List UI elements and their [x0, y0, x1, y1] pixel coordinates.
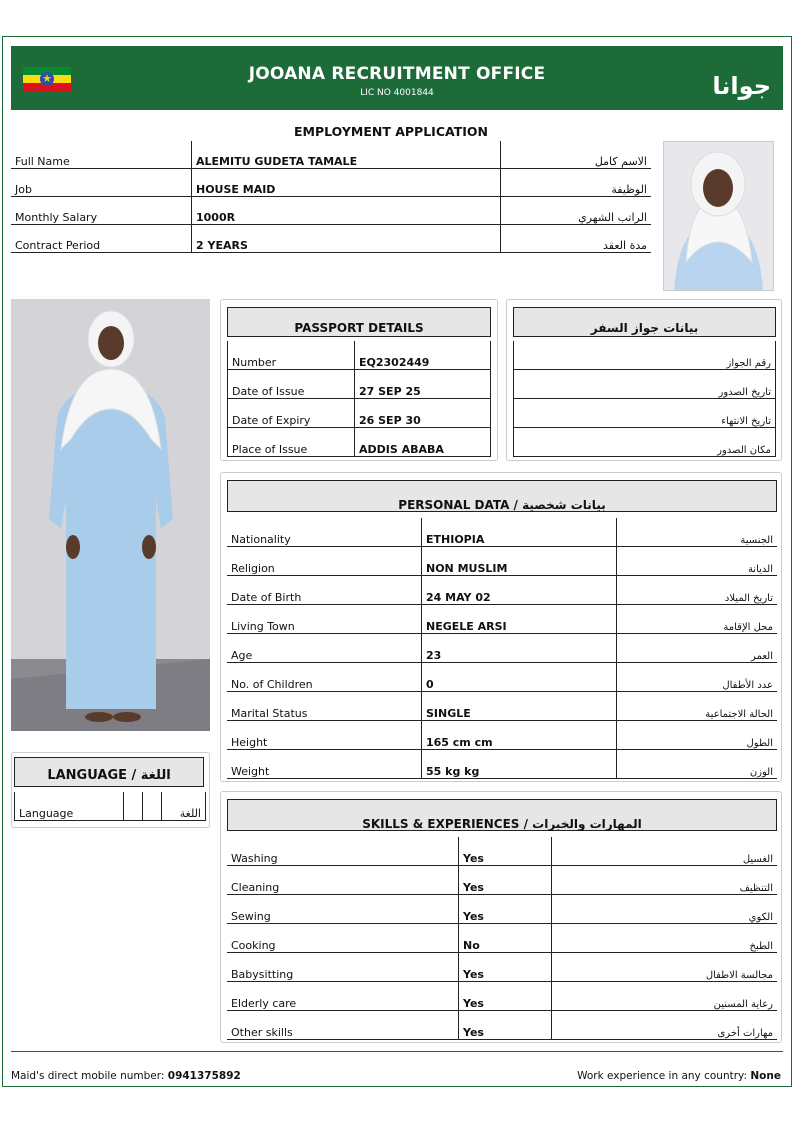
passport-arabic-title: بيانات جواز السفر [513, 307, 776, 337]
row-value: 0 [422, 663, 617, 692]
skill-arabic: مجالسة الاطفال [552, 953, 778, 982]
personal-data-table [227, 518, 777, 779]
passport-arabic-table [513, 341, 776, 457]
skill-label: Other skills [227, 1011, 459, 1040]
field-value: 2 YEARS [192, 225, 501, 253]
full-body-photo [11, 299, 210, 731]
row-label: Number [228, 341, 355, 370]
application-title: EMPLOYMENT APPLICATION [294, 124, 488, 139]
passport-table [227, 341, 491, 457]
row-label: No. of Children [227, 663, 422, 692]
passport-title: PASSPORT DETAILS [227, 307, 491, 337]
skill-arabic: الكوي [552, 895, 778, 924]
field-label: Contract Period [11, 225, 192, 253]
table-row [227, 634, 777, 663]
row-value: NEGELE ARSI [422, 605, 617, 634]
field-arabic: مدة العقد [501, 225, 652, 253]
field-row [11, 169, 651, 197]
table-row [227, 576, 777, 605]
mobile-label: Maid's direct mobile number: [11, 1070, 165, 1082]
experience-label: Work experience in any country: [577, 1070, 748, 1082]
table-row [514, 341, 776, 370]
row-arabic: تاريخ الميلاد [617, 576, 778, 605]
row-arabic: عدد الأطفال [617, 663, 778, 692]
table-row [227, 663, 777, 692]
table-row [227, 721, 777, 750]
row-arabic: رقم الجواز [514, 341, 776, 370]
skill-arabic: الغسيل [552, 837, 778, 866]
experience-value: None [750, 1070, 781, 1082]
row-label: Height [227, 721, 422, 750]
skill-label: Sewing [227, 895, 459, 924]
row-label: Living Town [227, 605, 422, 634]
row-value: SINGLE [422, 692, 617, 721]
field-row [11, 141, 651, 169]
skill-value: Yes [459, 837, 552, 866]
field-value: ALEMITU GUDETA TAMALE [192, 141, 501, 169]
table-row [514, 399, 776, 428]
passport-arabic-section [506, 299, 782, 461]
language-label: Language [15, 792, 124, 821]
row-value: 55 kg kg [422, 750, 617, 779]
table-row [227, 605, 777, 634]
footer-divider [11, 1051, 783, 1052]
row-value: 23 [422, 634, 617, 663]
field-label: Monthly Salary [11, 197, 192, 225]
row-value: ETHIOPIA [422, 518, 617, 547]
skill-label: Washing [227, 837, 459, 866]
row-label: Weight [227, 750, 422, 779]
skill-label: Cooking [227, 924, 459, 953]
field-arabic: الراتب الشهري [501, 197, 652, 225]
row-arabic: تاريخ الصدور [514, 370, 776, 399]
personal-data-section [220, 472, 782, 782]
row-arabic: الوزن [617, 750, 778, 779]
office-title: JOOANA RECRUITMENT OFFICE [248, 64, 546, 84]
row-value: 165 cm cm [422, 721, 617, 750]
skill-arabic: مهارات أخرى [552, 1011, 778, 1040]
table-row [15, 792, 206, 821]
skill-value: Yes [459, 895, 552, 924]
row-arabic: تاريخ الانتهاء [514, 399, 776, 428]
skill-value: Yes [459, 866, 552, 895]
skill-arabic: الطبخ [552, 924, 778, 953]
skill-value: Yes [459, 953, 552, 982]
table-row [227, 866, 777, 895]
table-row [227, 1011, 777, 1040]
arabic-brand: جوانا [712, 72, 771, 100]
skill-label: Babysitting [227, 953, 459, 982]
portrait-photo [663, 141, 774, 291]
row-label: Place of Issue [228, 428, 355, 457]
table-row [228, 399, 491, 428]
row-label: Religion [227, 547, 422, 576]
language-title: LANGUAGE / اللغة [14, 757, 204, 787]
row-value: 26 SEP 30 [355, 399, 491, 428]
table-row [227, 547, 777, 576]
field-arabic: الاسم كامل [501, 141, 652, 169]
row-arabic: الطول [617, 721, 778, 750]
field-label: Full Name [11, 141, 192, 169]
skill-value: Yes [459, 982, 552, 1011]
row-value: ADDIS ABABA [355, 428, 491, 457]
table-row [227, 692, 777, 721]
row-arabic: محل الإقامة [617, 605, 778, 634]
row-value: EQ2302449 [355, 341, 491, 370]
field-row [11, 197, 651, 225]
field-row [11, 225, 651, 253]
row-label: Marital Status [227, 692, 422, 721]
table-row [228, 428, 491, 457]
table-row [227, 518, 777, 547]
language-table [14, 792, 206, 821]
field-label: Job [11, 169, 192, 197]
table-row [227, 895, 777, 924]
row-arabic: مكان الصدور [514, 428, 776, 457]
table-row [228, 341, 491, 370]
mobile-value: 0941375892 [167, 1070, 241, 1082]
skill-label: Cleaning [227, 866, 459, 895]
row-arabic: الحالة الاجتماعية [617, 692, 778, 721]
skills-table [227, 837, 777, 1040]
skills-section [220, 791, 782, 1043]
language-arabic: اللغة [162, 792, 206, 821]
row-label: Age [227, 634, 422, 663]
row-value: 27 SEP 25 [355, 370, 491, 399]
passport-section [220, 299, 498, 461]
table-row [227, 982, 777, 1011]
skill-arabic: التنظيف [552, 866, 778, 895]
skill-arabic: رعاية المسنين [552, 982, 778, 1011]
row-arabic: الديانة [617, 547, 778, 576]
language-value [124, 792, 143, 821]
table-row [227, 750, 777, 779]
field-value: HOUSE MAID [192, 169, 501, 197]
row-value: 24 MAY 02 [422, 576, 617, 605]
skills-title: SKILLS & EXPERIENCES / المهارات والخبرات [227, 799, 777, 831]
skill-label: Elderly care [227, 982, 459, 1011]
table-row [514, 428, 776, 457]
personal-data-title: PERSONAL DATA / بيانات شخصية [227, 480, 777, 512]
license-number: LIC NO 4001844 [360, 88, 434, 98]
field-arabic: الوظيفة [501, 169, 652, 197]
row-label: Nationality [227, 518, 422, 547]
table-row [228, 370, 491, 399]
skill-value: No [459, 924, 552, 953]
mobile-number-line [11, 1070, 241, 1082]
language-level [143, 792, 162, 821]
row-value: NON MUSLIM [422, 547, 617, 576]
row-label: Date of Issue [228, 370, 355, 399]
table-row [514, 370, 776, 399]
work-experience-line [577, 1070, 781, 1082]
row-arabic: الجنسية [617, 518, 778, 547]
main-fields-table [11, 141, 651, 253]
table-row [227, 924, 777, 953]
field-value: 1000R [192, 197, 501, 225]
row-arabic: العمر [617, 634, 778, 663]
row-label: Date of Expiry [228, 399, 355, 428]
header-banner [11, 46, 783, 110]
skill-value: Yes [459, 1011, 552, 1040]
ethiopia-flag-icon: ★ [23, 67, 71, 91]
table-row [227, 953, 777, 982]
row-label: Date of Birth [227, 576, 422, 605]
table-row [227, 837, 777, 866]
